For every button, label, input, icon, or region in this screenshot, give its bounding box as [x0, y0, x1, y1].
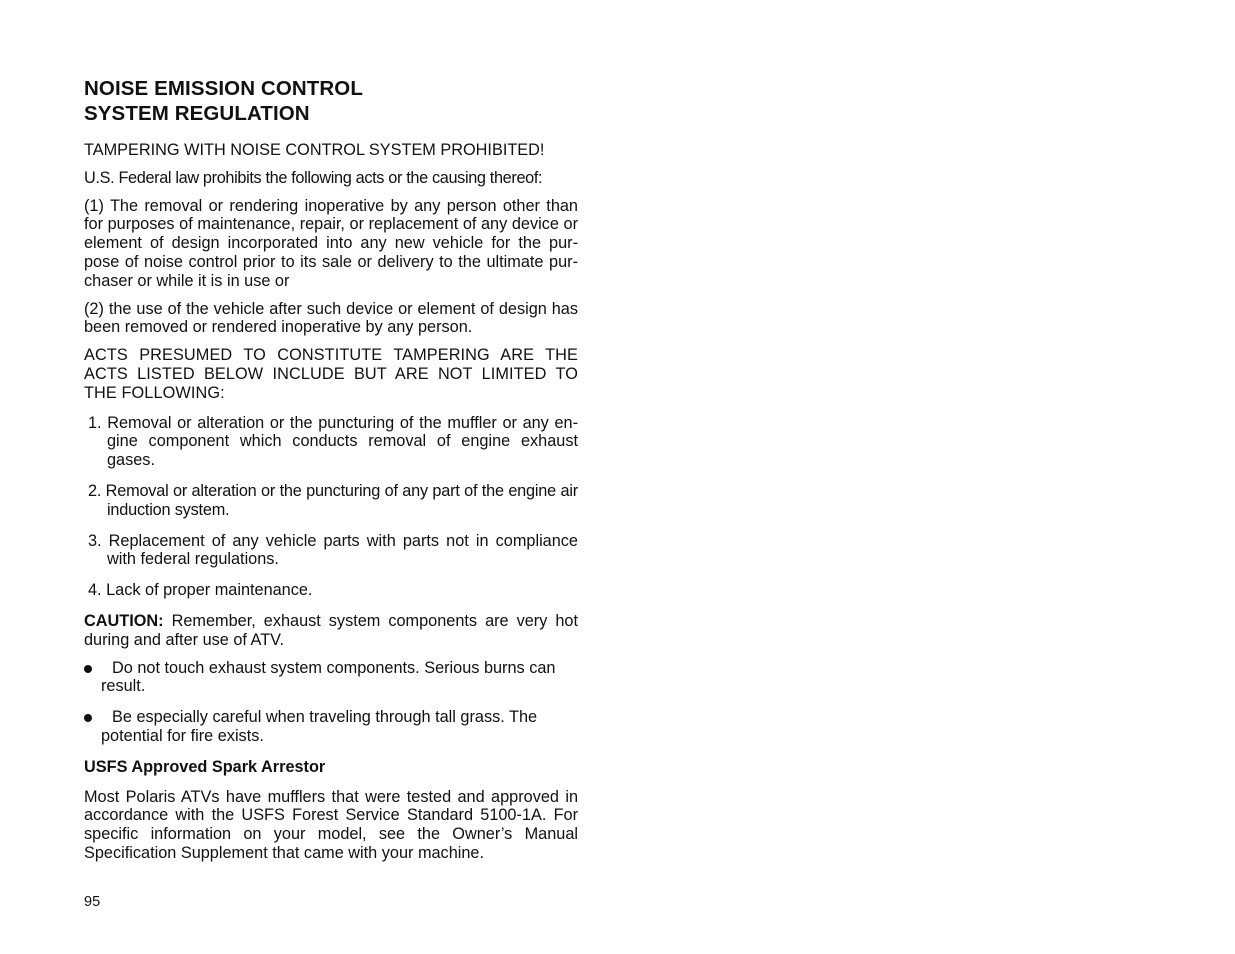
page-number: 95 — [84, 894, 101, 910]
page-title-line-1: NOISE EMISSION CONTROL — [84, 77, 363, 100]
tampering-list-item: 4. Lack of proper maintenance. — [88, 581, 313, 600]
page-title — [84, 76, 578, 126]
acts-presumed-heading: ACTS PRESUMED TO CONSTITUTE TAMPERING ARE THE ACTS LISTED BELOW INCLUDE BUT ARE NOT LIMITED TO THE FOLLOWING: — [84, 346, 578, 402]
page-title-line-2: SYSTEM REGULATION — [84, 102, 310, 125]
caution-bullet-text: Be especially careful when traveling through tall grass. The potential for fire exists. — [101, 708, 538, 745]
caution-label: CAUTION: — [84, 611, 164, 630]
caution-bullet-item — [84, 708, 578, 746]
bullet-icon — [84, 714, 92, 722]
page-content — [84, 76, 578, 872]
prohibited-act-2: (2) the use of the vehicle after such device or element of design has been removed or rendered inoperative by any person. — [84, 299, 578, 337]
federal-law-intro: U.S. Federal law prohibits the following acts or the causing thereof: — [84, 168, 543, 187]
tampering-list-item: 2. Removal or alteration or the puncturing of any part of the engine air induction system. — [88, 481, 578, 519]
caution-paragraph — [84, 612, 578, 650]
tampering-list — [84, 414, 578, 600]
caution-bullet-item — [84, 659, 578, 697]
bullet-icon — [84, 665, 92, 673]
prohibited-act-1: (1) The removal or rendering inoperative by any person other than for purposes of maintenance, repair, or replacement of any device or element of design incorporated into any new vehicle for the pur-pose of noise control prior to its sale or delivery to the ultimate pur-chaser or while it is in use or — [84, 196, 578, 290]
caution-text: Remember, exhaust system components are very hot during and after use of ATV. — [84, 611, 578, 649]
tampering-list-item: 1. Removal or alteration or the puncturing of the muffler or any en-gine component which conducts removal of engine exhaust gases. — [88, 413, 578, 470]
caution-bullet-text: Do not touch exhaust system components. Serious burns can result. — [101, 658, 556, 696]
spark-arrestor-text: Most Polaris ATVs have mufflers that were tested and approved in accordance with the USFS Forest Service Standard 5100-1A. For specific information on your model, see the Owner’s Manual Specification Supplement that came with your machine. — [84, 787, 578, 862]
tampering-list-item: 3. Replacement of any vehicle parts with parts not in compliance with federal regulations. — [88, 531, 578, 569]
spark-arrestor-heading: USFS Approved Spark Arrestor — [84, 757, 326, 776]
caution-bullet-list — [84, 659, 578, 746]
tampering-notice: TAMPERING WITH NOISE CONTROL SYSTEM PROHIBITED! — [84, 141, 545, 159]
